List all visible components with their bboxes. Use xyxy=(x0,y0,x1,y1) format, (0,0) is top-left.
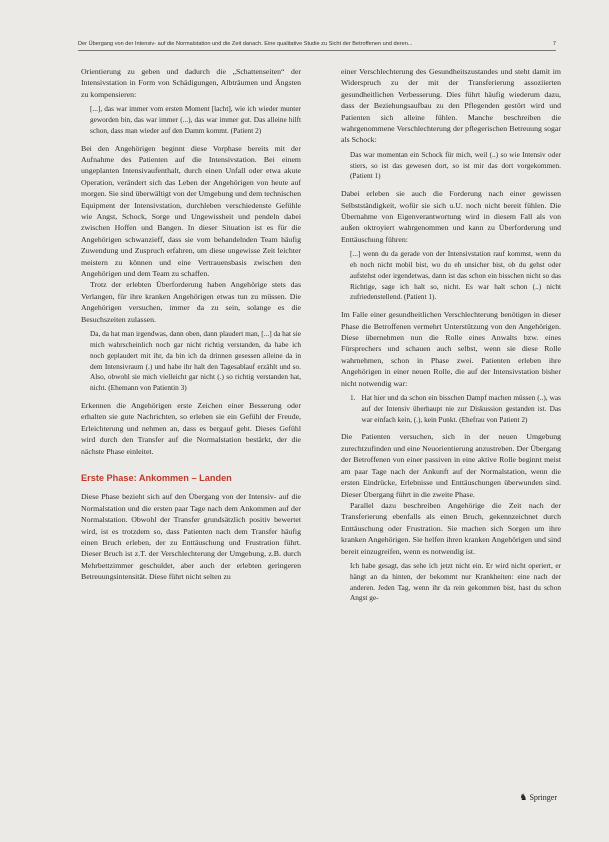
paragraph: Diese Phase bezieht sich auf den Übergang von der Intensiv- auf die Normalstation und die ersten paar Tage nach dem Ankommen auf der Normalstation. Obwohl der Transfer grundsätzlich positiv bewertet wird, ist es trotzdem so, dass Patienten nach dem Transfer häufig einen Bruch erleben, der zu Enttäuschung und Frustration führt. Dieser Bruch ist z.T. der Verschlechterung der Umgebung, z.B. durch Mehrbettzimmer geschuldet, aber auch der erlebten geringeren Betreuungsintensität. Diese führt nicht selten zu xyxy=(81,492,301,582)
left-column xyxy=(81,66,301,583)
paragraph: Im Falle einer gesundheitlichen Verschlechterung benötigen in dieser Phase die Betroffenen vermehrt Unterstützung von den Angehörigen. Diese übernehmen nun die Rolle eines Anwalts bzw. eines Fürsprechers und schauen auch selbst, wenn sie diese Rolle wahrnehmen, schon in Phase zwei. Patienten erleben ihre Angehörigen in einer neuen Rolle, die auf der Intensivstation bisher nicht notwendig war: xyxy=(341,310,561,388)
interview-quote: [...], das war immer vom ersten Moment [lacht], wie ich wieder munter geworden bin, das war immer (...), das war immer gut. Das alleine hilft schon, dass man wieder auf den Damm kommt. (Patient 2) xyxy=(90,104,301,135)
publisher-logo xyxy=(519,792,557,803)
page-number: 7 xyxy=(552,41,556,47)
running-header xyxy=(78,40,556,51)
interview-quote: [...] wenn du da gerade von der Intensivstation rauf kommst, wenn du eh noch nicht mobil bist, wo du eh unsicher bist, ob du gehst oder aufstehst oder irgendetwas, dann ist das schon ein bisschen nicht so das Richtige, sage ich halt so, nicht. Es war halt schon (..) nicht zufriedenstellend. (Patient 1). xyxy=(350,249,561,302)
paragraph: Bei den Angehörigen beginnt diese Vorphase bereits mit der Aufnahme des Patienten auf die Intensivstation. Bei einem ungeplanten Intensivaufenthalt, durch einen Unfall oder etwa akute Operation, verändert sich das Leben der Angehörigen von heute auf morgen. Sie sind überwältigt von der Umgebung und dem technischen Equipment der Intensivstation, durchleben verschiedenste Gefühle wie Angst, Schock, Sorge und Ungewissheit und pendeln dabei zwischen Hoffen und Bangen. In dieser Situation ist es für die Angehörigen schwanzieff, dass sie vom behandelnden Team häufig Zuwendung und Zuspruch erfahren, um diese ungewisse Zeit leichter meistern zu können und eine Vertrauensbasis zwischen den Angehörigen und dem Team zu schaffen. xyxy=(81,143,301,279)
interview-quote: Das war momentan ein Schock für mich, weil (..) so wie Intensiv oder stiers, so ist das gewesen dort, so ist mir das dort vorgekommen. (Patient 1) xyxy=(350,149,561,181)
paragraph: Dabei erleben sie auch die Forderung nach einer gewissen Selbstständigkeit, wofür sie sich u.U. noch nicht bereit fühlen. Die Übernahme von Eigenverantwortung wird in diesem Fall als von außen oktroyiert wahrgenommen und kann zu Überforderung und Enttäuschung führen: xyxy=(341,189,561,244)
interview-quote: Da, da hat man irgendwas, dann oben, dann plaudert man, [...] da hat sie mich wahrscheinlich noch gar nicht richtig verstanden, da habe ich noch geplaudert mit ihr, da bin ich da drinnen gesessen alleine da in dem Intensivraum (.) und habe ihr halt den Tagesablauf erzählt und so. Also, obwohl sie mich vielleicht gar nicht (.) so richtig verstanden hat, nicht. (Ehemann von Patientin 3) xyxy=(90,329,302,393)
list-number: 1. xyxy=(350,393,356,403)
paragraph: einer Verschlechterung des Gesundheitszustandes und steht damit im Widerspruch zu der mit der Transferierung assoziierten gesundheitlichen Verbesserung. Dies führt häufig wiederum dazu, dass der Beziehungsaufbau zu den Pflegenden gestört wird und Patienten sich alleine fühlen. Manche beschreiben die wahrgenommene Verschlechterung der pflegerischen Betreuung sogar als Schock: xyxy=(341,67,561,145)
paragraph: Trotz der erlebten Überforderung haben Angehörige stets das Verlangen, für ihre kranken Angehörigen etwas tun zu müssen. Die Angehörigen versuchen, immer da zu sein, solange es die Besuchszeiten zulassen. xyxy=(81,280,301,324)
section-heading: Erste Phase: Ankommen – Landen xyxy=(81,472,232,483)
right-column xyxy=(341,66,561,610)
paragraph: Die Patienten versuchen, sich in der neuen Umgebung zurechtzufinden und eine Neuorientierung anzustreben. Der Übergang der Betroffenen von einer passiven in eine aktive Rolle beginnt meist am paar Tage nach der Ankunft auf der Normalstation, wenn die ersten Eindrücke, Erlebnisse und Enttäuschungen überwunden sind. Dieser Übergang führt in die zweite Phase. xyxy=(341,432,561,499)
running-header-title: Der Übergang von der Intensiv- auf die Normalstation und die Zeit danach. Eine qualitative Studie zu Sicht der Betroffenen und deren... xyxy=(78,41,413,47)
list-item xyxy=(350,393,561,425)
list-text: Hat hier und da schon ein bisschen Dampf machen müssen (..), was auf der Intensiv überhaupt nie zur Diskussion gestanden ist. Das war einfach kein, (.), kein Punkt. (Ehefrau von Patient 2) xyxy=(361,393,561,424)
publisher-name: Springer xyxy=(529,793,557,802)
springer-horse-icon: ♞ xyxy=(519,792,528,802)
interview-quote: Ich habe gesagt, das sehe ich jetzt nicht ein. Er wird nicht operiert, er hängt an da hinten, der bekommt nur Krankheiten: eine nach der anderen. Jeden Tag, wenn ihr da rein gekommen bist, hast du schon Angst ge- xyxy=(350,560,561,603)
paragraph: Orientierung zu geben und dadurch die „Schattenseiten“ der Intensivstation in Form von Schädigungen, Albträumen und Ängsten zu kompensieren: xyxy=(81,67,301,99)
paragraph: Erkennen die Angehörigen erste Zeichen einer Besserung oder erhalten sie gute Nachrichten, so erleben sie ein Gefühl der Freude, Erleichterung und nehmen an, dass es bergauf geht. Dieses Gefühl wird durch den Transfer auf die Normalstation bestärkt, der die nächste Phase einleitet. xyxy=(81,400,301,456)
paragraph: Parallel dazu beschreiben Angehörige die Zeit nach der Transferierung ebenfalls als einen Bruch, gekennzeichnet durch Enttäuschung oder Frustration. Sie machen sich Sorgen um ihre kranken Angehörigen. Sie helfen ihren kranken Angehörigen und sind bereit einzugreifen, wenn es notwendig ist. xyxy=(341,500,561,556)
